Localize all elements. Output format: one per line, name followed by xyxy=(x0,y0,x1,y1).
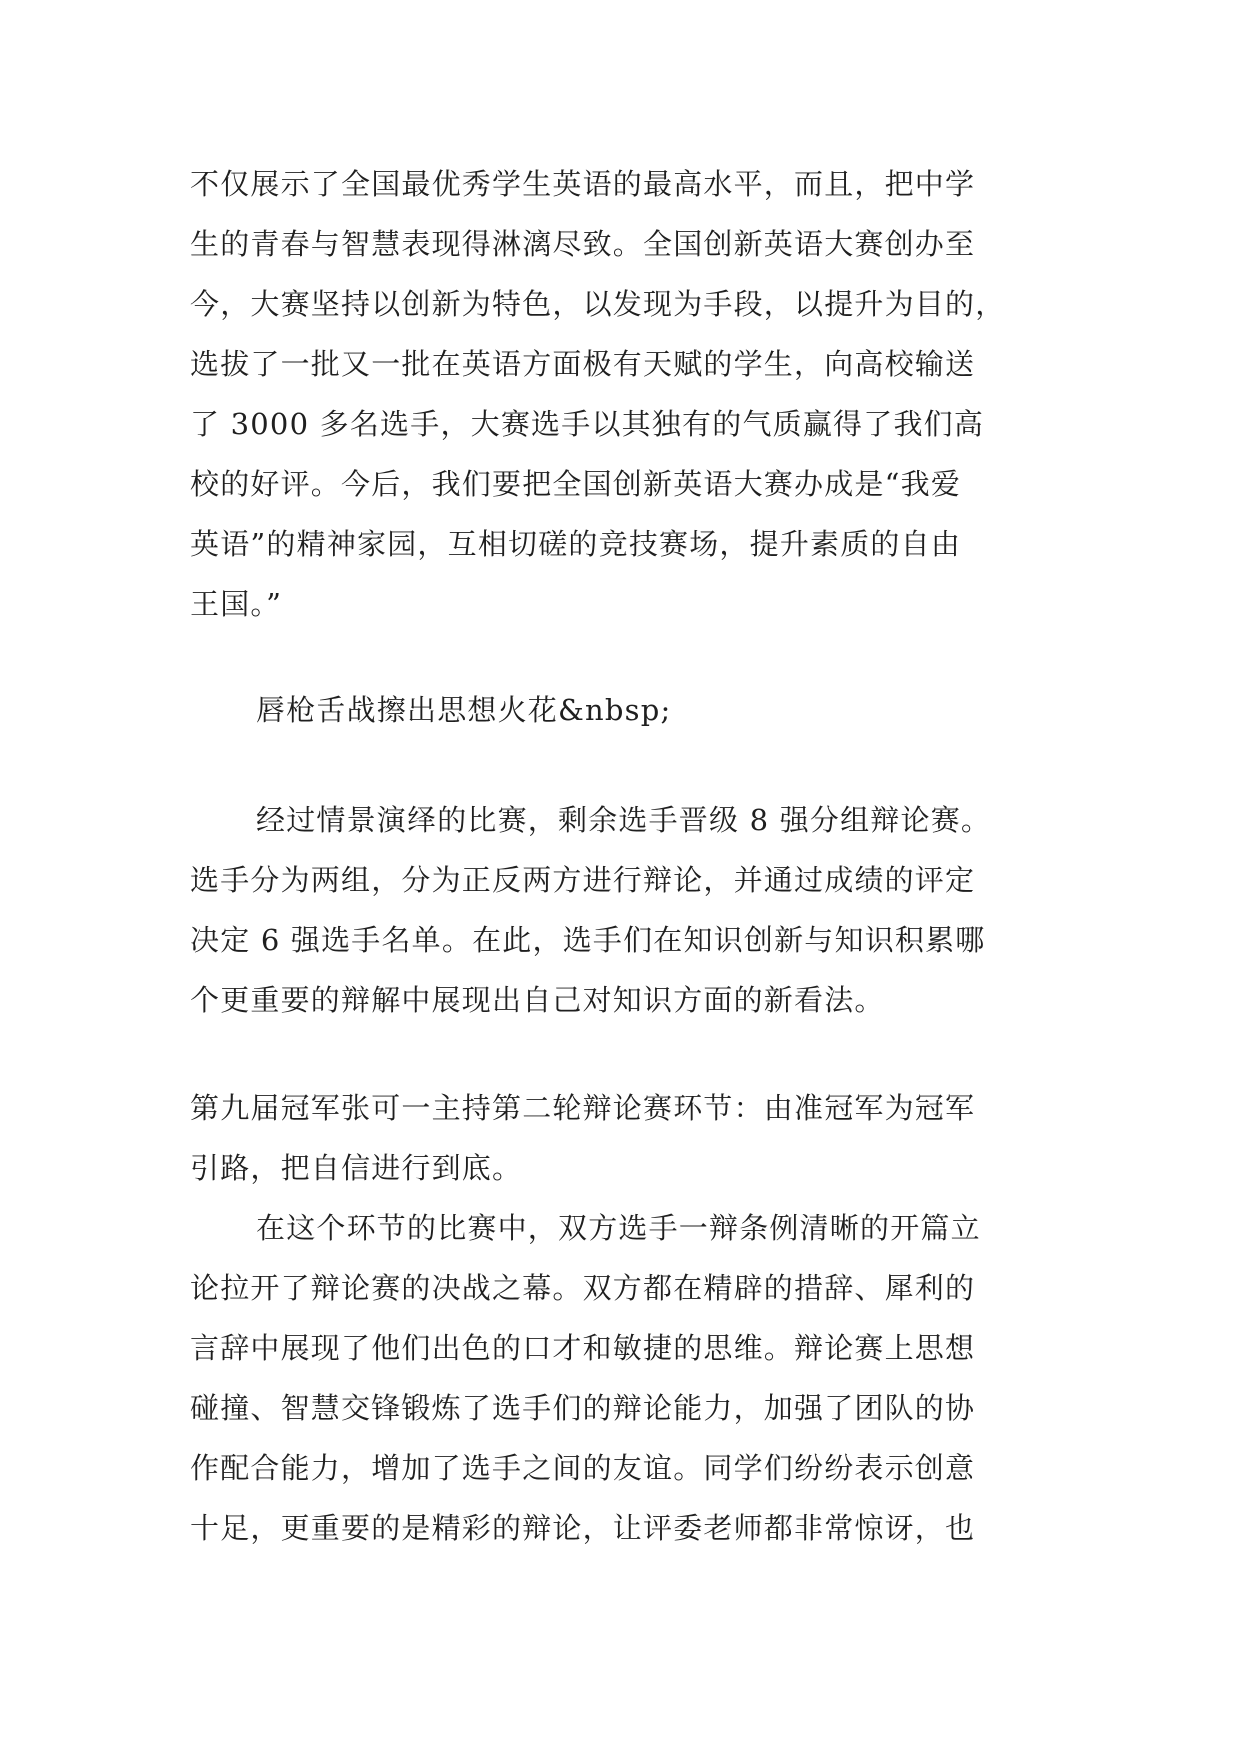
section-heading: 唇枪舌战擦出思想火花&nbsp; xyxy=(256,693,672,727)
text-line: 言辞中展现了他们出色的口才和敏捷的思维。辩论赛上思想 xyxy=(190,1331,976,1365)
text-line: 英语”的精神家园，互相切磋的竞技赛场，提升素质的自由 xyxy=(190,527,962,561)
text-line: 个更重要的辩解中展现出自己对知识方面的新看法。 xyxy=(190,983,885,1017)
text-line: 在这个环节的比赛中，双方选手一辩条例清晰的开篇立 xyxy=(256,1211,981,1245)
text-line: 选手分为两组，分为正反两方进行辩论，并通过成绩的评定 xyxy=(190,863,976,897)
text-line: 引路，把自信进行到底。 xyxy=(190,1151,523,1185)
text-line: 王国。” xyxy=(190,587,283,621)
text-line: 作配合能力，增加了选手之间的友谊。同学们纷纷表示创意 xyxy=(190,1451,976,1485)
text-line: 了 3000 多名选手，大赛选手以其独有的气质赢得了我们高 xyxy=(190,407,985,441)
text-line: 校的好评。今后，我们要把全国创新英语大赛办成是“我爱 xyxy=(190,467,962,501)
text-line: 选拔了一批又一批在英语方面极有天赋的学生，向高校输送 xyxy=(190,347,976,381)
text-line: 决定 6 强选手名单。在此，选手们在知识创新与知识积累哪 xyxy=(190,923,986,957)
text-line: 十足，更重要的是精彩的辩论，让评委老师都非常惊讶，也 xyxy=(190,1511,976,1545)
text-line: 论拉开了辩论赛的决战之幕。双方都在精辟的措辞、犀利的 xyxy=(190,1271,976,1305)
text-line: 第九届冠军张可一主持第二轮辩论赛环节：由准冠军为冠军 xyxy=(190,1091,976,1125)
text-line: 不仅展示了全国最优秀学生英语的最高水平，而且，把中学 xyxy=(190,167,976,201)
text-line: 生的青春与智慧表现得淋漓尽致。全国创新英语大赛创办至 xyxy=(190,227,976,261)
text-line: 今，大赛坚持以创新为特色，以发现为手段，以提升为目的， xyxy=(190,287,1006,321)
text-line: 经过情景演绎的比赛，剩余选手晋级 8 强分组辩论赛。 xyxy=(256,803,992,837)
text-line: 碰撞、智慧交锋锻炼了选手们的辩论能力，加强了团队的协 xyxy=(190,1391,976,1425)
